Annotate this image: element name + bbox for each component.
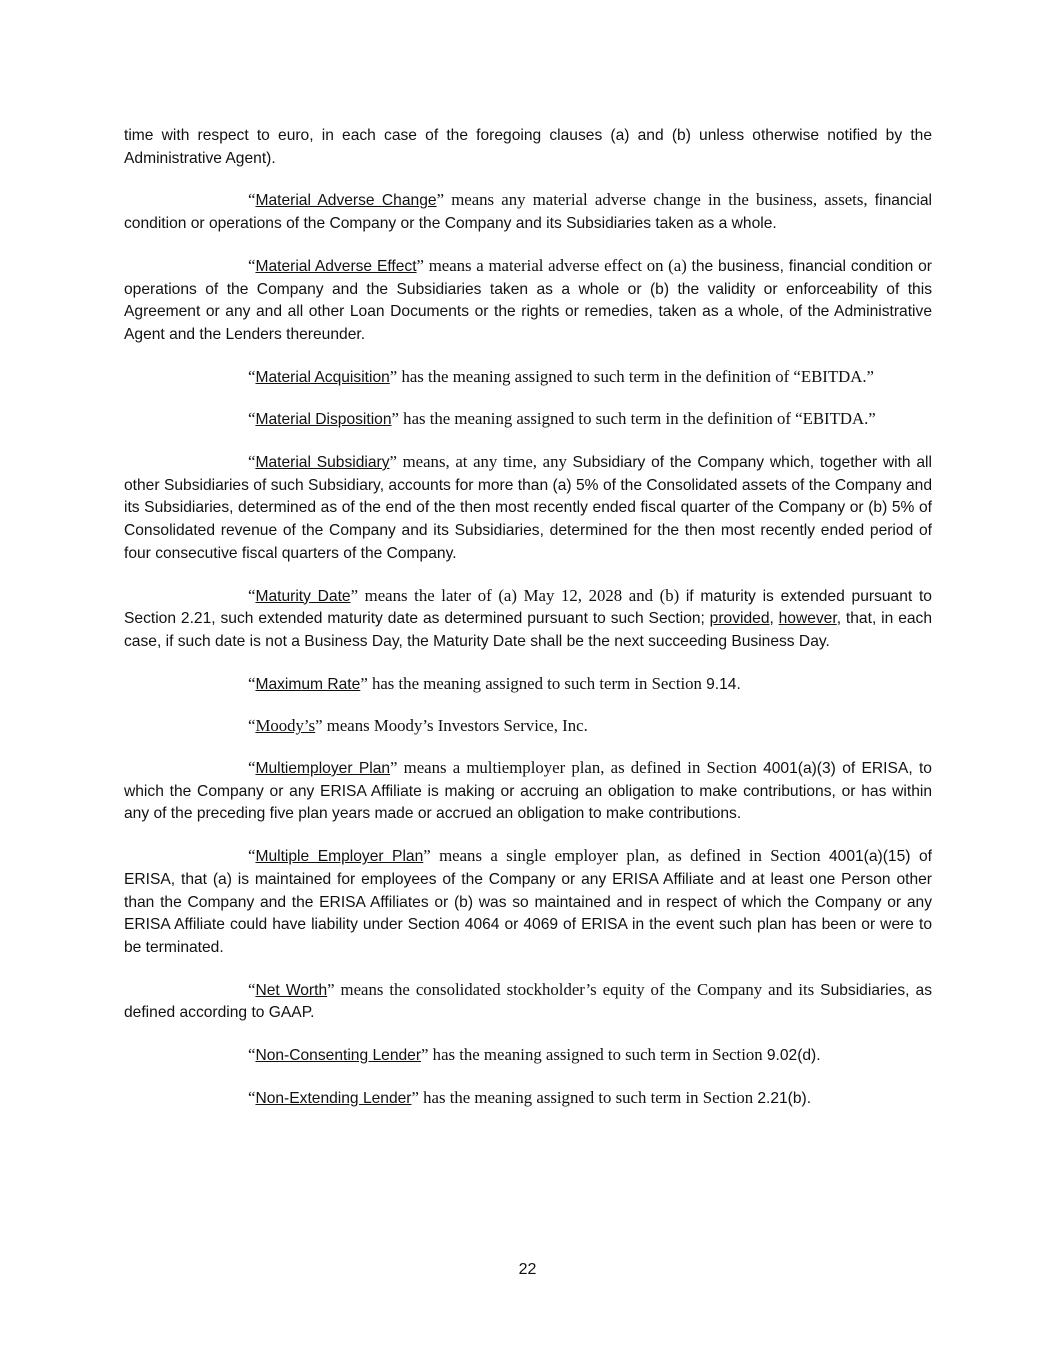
definition-multiple-employer-plan: “Multiple Employer Plan” means a single employer plan, as defined in Section 4001(a)(15) of ERISA, that (a) is maintained for employees of the Company or any ERISA Affiliate and at least one Person other than the Company and the ERISA Affiliates or (b) was so maintained and in respect of which the Company or any ERISA Affiliate could have liability under Section 4064 or 4069 of ERISA in the event such plan has been or were to be terminated. [124,846,932,956]
paragraph-continuation [124,124,932,169]
definition-text: ” means a single employer plan, as defined in Section [423,846,821,866]
defined-term: Material Acquisition [255,368,390,386]
definition-text: ” means, at any time, any [389,452,567,472]
definition-text: Subsidiary of the Company which, together with all other Subsidiaries of such Subsidiary, accounts for more than (a) 5% of the Consolidated assets of the Company and its Subsidiaries, determined as of the end of the then most recently ended fiscal quarter of the Company or (b) 5% of Consolidated revenue of the Company and its Subsidiaries, determined for the then most recently ended period of four consecutive fiscal quarters of the Company. [124,454,932,562]
defined-term: Material Subsidiary [255,454,390,472]
definition-text: 4001(a)(3) of ERISA, to which the Company or any ERISA Affiliate is making or accruing an obligation to make contributions, or has within any of the preceding five plan years made or accrued an obligation to make contributions. [124,760,932,823]
defined-term: Moody’s [255,716,316,736]
definition-non-consenting-lender: “Non-Consenting Lender” has the meaning assigned to such term in Section 9.02(d). [248,1045,821,1065]
defined-term: Multiemployer Plan [255,760,391,778]
definition-text: financial condition or operations of the Company or the Company and its Subsidiaries taken as a whole. [124,192,932,233]
definition-text: 9.02(d). [766,1047,821,1065]
definition-material-disposition: “Material Disposition” has the meaning assigned to such term in the definition of “EBITDA.” [248,409,876,429]
definition-text: if maturity is extended pursuant to Section 2.21, such extended maturity date as determined pursuant to such Section; [124,587,932,628]
definition-moodys: “Moody’s” means Moody’s Investors Service, Inc. [248,716,588,736]
definition-text: 2.21(b). [757,1089,812,1107]
definition-multiemployer-plan: “Multiemployer Plan” means a multiemployer plan, as defined in Section 4001(a)(3) of ERISA, to which the Company or any ERISA Affiliate is making or accruing an obligation to make contributions, or has within any of the preceding five plan years made or accrued an obligation to make contributions. [124,758,932,823]
emphasis-provided: provided [709,610,770,628]
defined-term: Material Adverse Change [255,192,437,210]
definition-text: Subsidiaries, as defined according to GAAP. [124,981,933,1022]
defined-term: Maturity Date [255,587,351,605]
definition-material-subsidiary: “Material Subsidiary” means, at any time, any Subsidiary of the Company which, together with all other Subsidiaries of such Subsidiary, accounts for more than (a) 5% of the Consolidated assets of the Company and its Subsidiaries, determined as of the end of the then most recently ended fiscal quarter of the Company or (b) 5% of Consolidated revenue of the Company and its Subsidiaries, determined for the then most recently ended period of four consecutive fiscal quarters of the Company. [124,452,932,562]
definition-text: 9.14. [706,675,741,693]
definition-net-worth: “Net Worth” means the consolidated stockholder’s equity of the Company and its Subsidiaries, as defined according to GAAP. [124,979,933,1022]
document-body [124,124,932,1130]
defined-term: Non-Extending Lender [255,1089,412,1107]
definition-maximum-rate: “Maximum Rate” has the meaning assigned to such term in Section 9.14. [248,673,741,693]
defined-term: Multiple Employer Plan [255,848,424,866]
definition-material-adverse-change: “Material Adverse Change” means any material adverse change in the business, assets, financial condition or operations of the Company or the Company and its Subsidiaries taken as a whole. [124,190,932,233]
defined-term: Non-Consenting Lender [255,1047,422,1065]
paragraph-text: time with respect to euro, in each case of the foregoing clauses (a) and (b) unless otherwise notified by the Administrative Agent). [124,127,932,167]
definition-non-extending-lender: “Non-Extending Lender” has the meaning assigned to such term in Section 2.21(b). [248,1087,812,1107]
definition-text: ” has the meaning assigned to such term in Section [360,673,702,693]
defined-term: Material Disposition [255,411,392,429]
definition-text: , [769,610,774,628]
definition-material-adverse-effect: “Material Adverse Effect” means a material adverse effect on (a) the business, financial condition or operations of the Company and the Subsidiaries taken as a whole or (b) the validity or enforceability of this Agreement or any and all other Loan Documents or the rights or remedies, taken as a whole, of the Administrative Agent and the Lenders thereunder. [124,255,932,343]
defined-term: Material Adverse Effect [255,257,417,275]
page-number: 22 [518,1261,537,1278]
definition-text: ” has the meaning assigned to such term in Section [411,1087,754,1107]
definition-text: ” means any material adverse change in the business, assets, [436,190,868,210]
definition-text: ” means the consolidated stockholder’s equity of the Company and its [327,979,815,999]
definition-text: the business, financial condition or operations of the Company and the Subsidiaries taken as a whole or (b) the validity or enforceability of this Agreement or any and all other Loan Documents or the rights or remedies, taken as a whole, of the Administrative Agent and the Lenders thereunder. [124,257,932,343]
definition-text: ” means Moody’s Investors Service, Inc. [315,716,588,736]
definition-maturity-date: “Maturity Date” means the later of (a) May 12, 2028 and (b) if maturity is extended pursuant to Section 2.21, such extended maturity date as determined pursuant to such Section; provided, however, that, in each case, if such date is not a Business Day, the Maturity Date shall be the next succeeding Business Day. [124,585,933,650]
definition-text: ” has the meaning assigned to such term in the definition of “EBITDA.” [391,409,876,429]
defined-term: Maximum Rate [255,675,361,693]
emphasis-however: however [778,610,837,628]
definition-text: , that, in each case, if such date is not a Business Day, the Maturity Date shall be the next succeeding Business Day. [124,610,933,650]
definition-text: ” has the meaning assigned to such term in the definition of “EBITDA.” [389,366,874,386]
definition-text: ” has the meaning assigned to such term in Section [421,1045,763,1065]
definition-text: ” means a material adverse effect on (a) [416,255,687,275]
definition-text: 4001(a)(15) of ERISA, that (a) is maintained for employees of the Company or any ERISA Affiliate and at least one Person other than the Company and the ERISA Affiliates or (b) was so maintained and in respect of which the Company or any ERISA Affiliate could have liability under Section 4064 or 4069 of ERISA in the event such plan has been or were to be terminated. [124,848,932,956]
definition-text: ” means a multiemployer plan, as defined in Section [390,758,757,778]
definition-text: ” means the later of (a) May 12, 2028 and (b) [350,585,680,605]
defined-term: Net Worth [255,981,328,999]
definition-material-acquisition: “Material Acquisition” has the meaning assigned to such term in the definition of “EBITDA.” [248,366,874,386]
